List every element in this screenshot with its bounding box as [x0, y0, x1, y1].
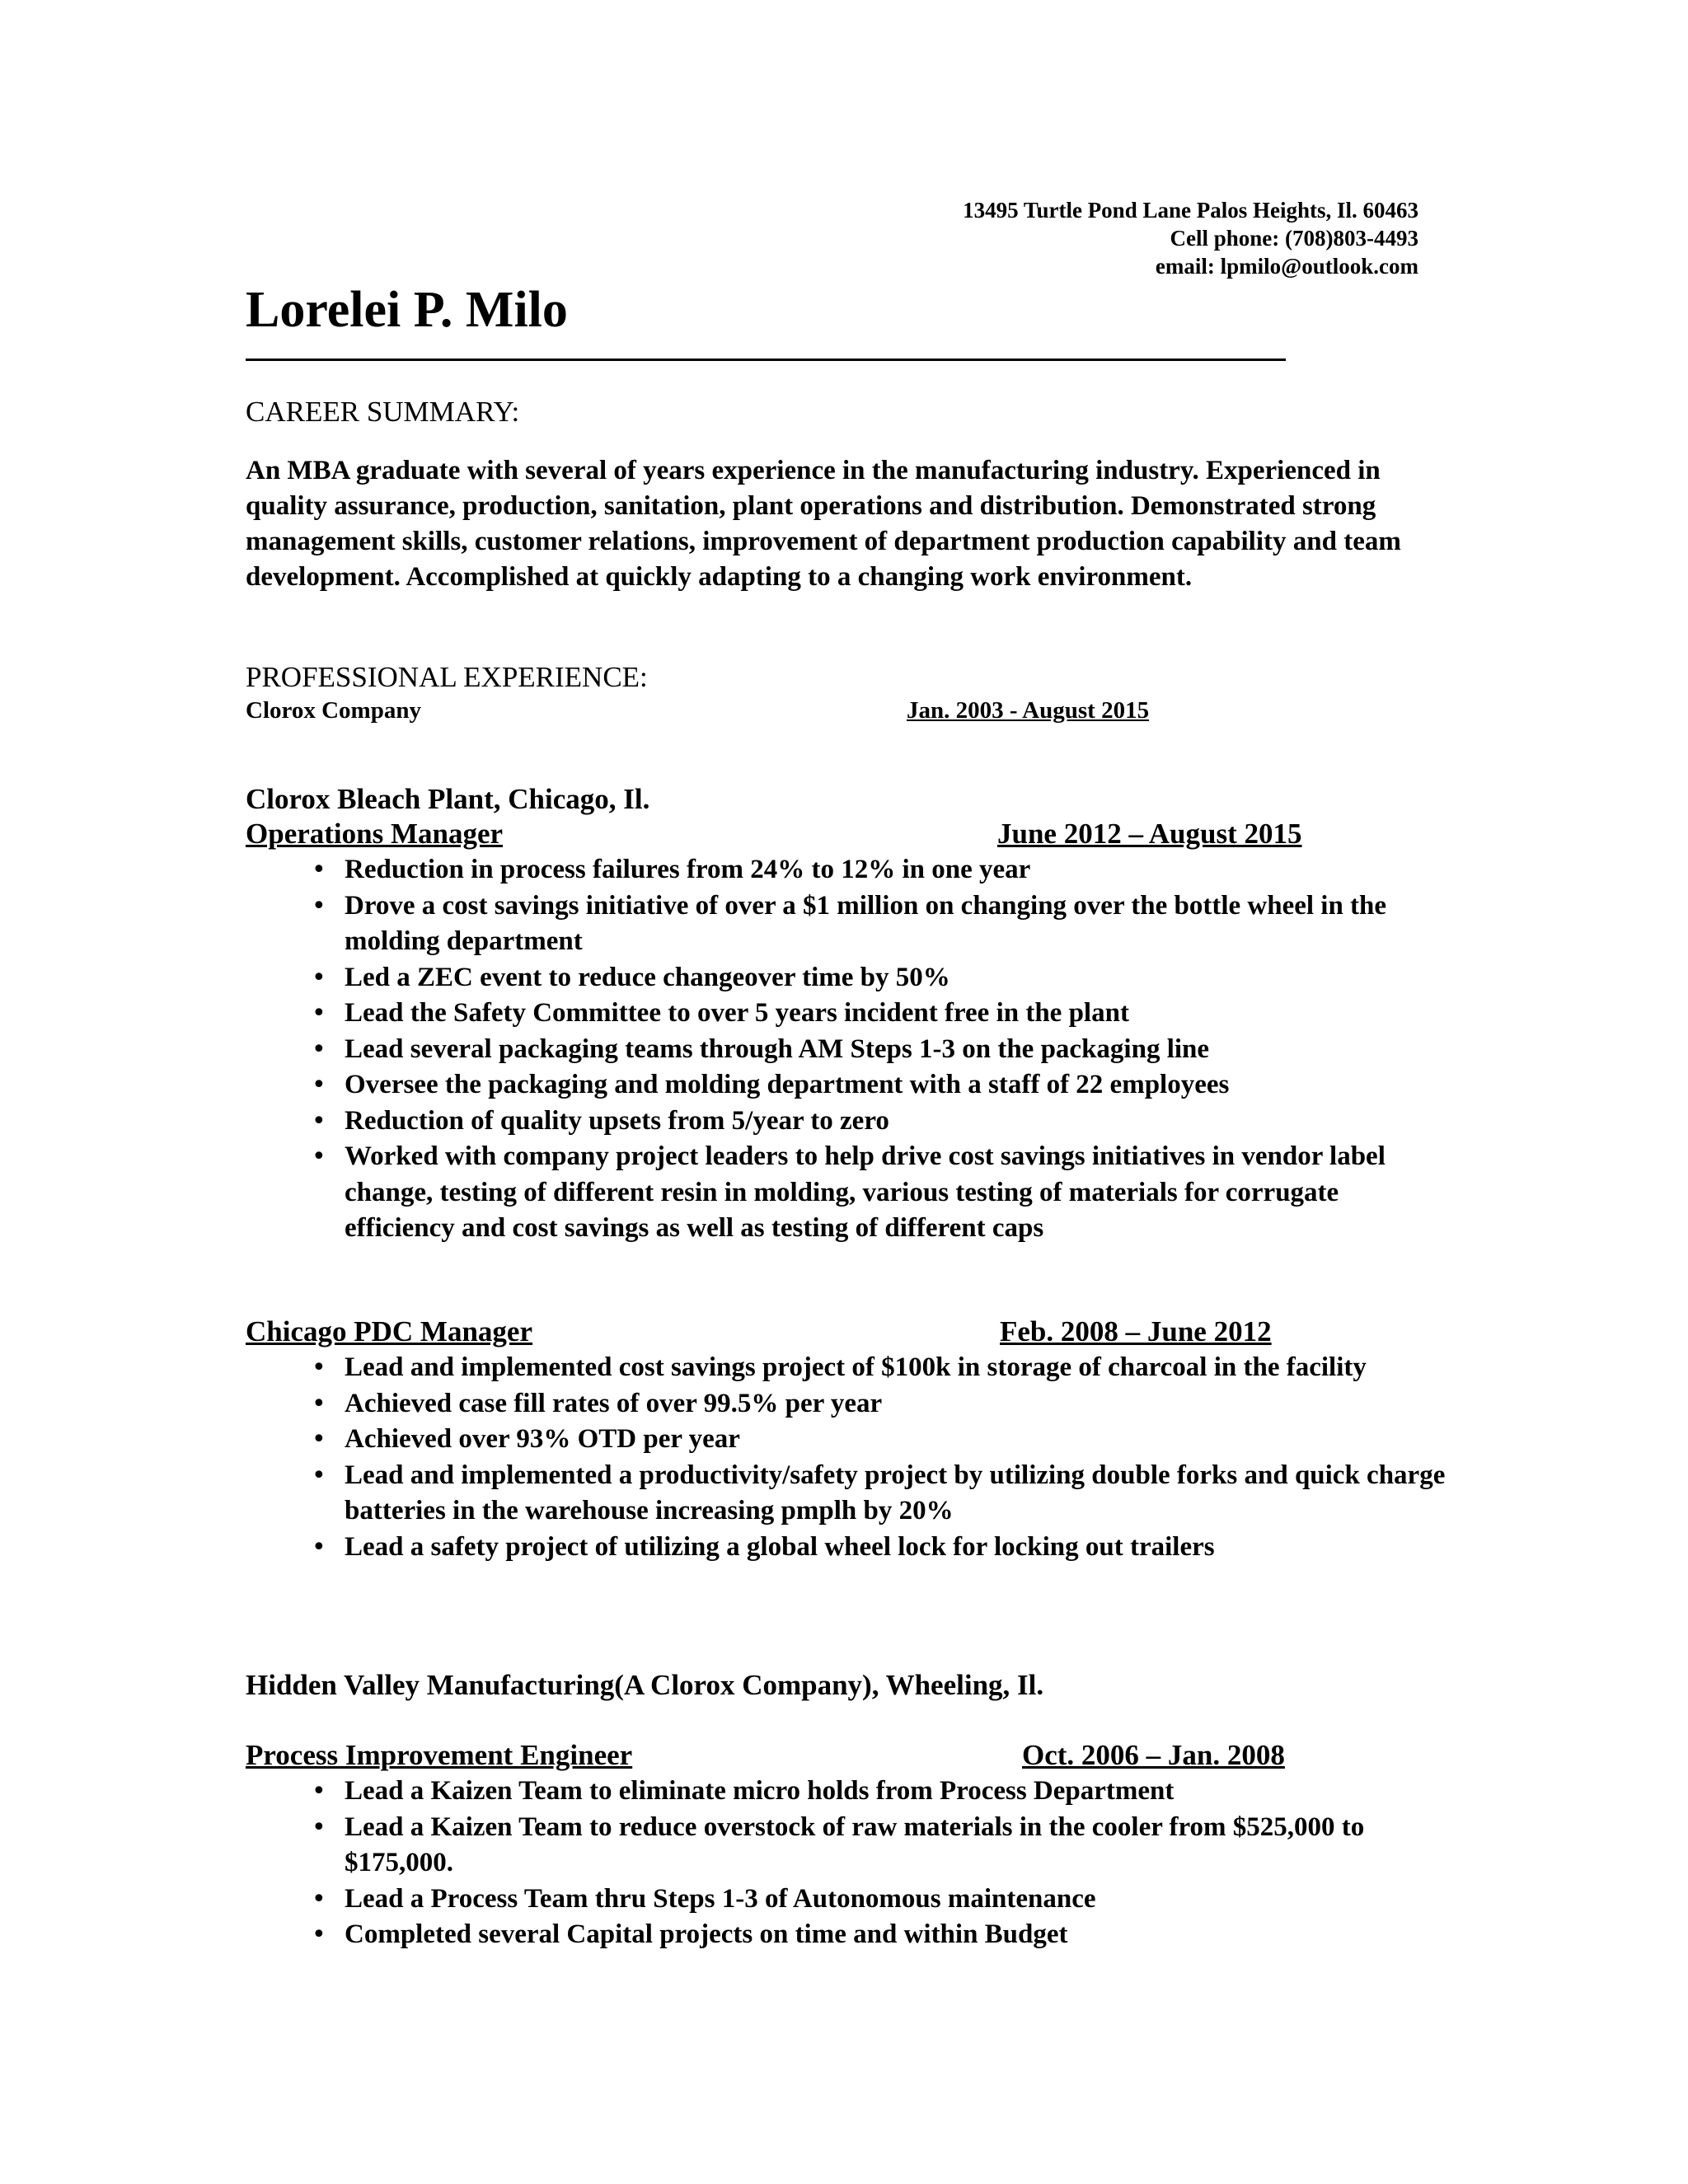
- list-item: • Drove a cost savings initiative of over a $1 million on changing over the bottle wheel in the molding department: [246, 888, 1449, 960]
- role-dates-3: Oct. 2006 – Jan. 2008: [1022, 1739, 1285, 1771]
- plant-location-1: Clorox Bleach Plant, Chicago, Il.: [246, 783, 650, 815]
- list-item: • Oversee the packaging and molding department with a staff of 22 employees: [246, 1067, 1449, 1104]
- list-item: • Achieved case fill rates of over 99.5% per year: [246, 1386, 1449, 1422]
- company-name: Clorox Company: [246, 697, 421, 724]
- role-dates-2: Feb. 2008 – June 2012: [1000, 1315, 1272, 1347]
- list-item: • Worked with company project leaders to help drive cost savings initiatives in vendor label change, testing of different resin in molding, various testing of materials for corrugate efficiency and cost savings as well as testing of different caps: [246, 1139, 1449, 1247]
- role-title-2: Chicago PDC Manager: [246, 1315, 533, 1347]
- list-item: • Lead a Process Team thru Steps 1-3 of Autonomous maintenance: [246, 1882, 1449, 1918]
- list-item: • Lead the Safety Committee to over 5 years incident free in the plant: [246, 996, 1449, 1032]
- address: 13495 Turtle Pond Lane Palos Heights, Il. 60463: [963, 198, 1418, 223]
- candidate-name: Lorelei P. Milo: [246, 282, 568, 338]
- list-item: • Lead a safety project of utilizing a global wheel lock for locking out trailers: [246, 1530, 1449, 1566]
- company-row: [246, 697, 1317, 730]
- contact-block: [677, 196, 1418, 280]
- list-item: • Led a ZEC event to reduce changeover time by 50%: [246, 960, 1449, 996]
- list-item: • Reduction in process failures from 24% to 12% in one year: [246, 852, 1449, 888]
- career-summary-text: An MBA graduate with several of years experience in the manufacturing industry. Experienced in quality assurance, production, sanitation, plant operations and distribution. Demonstrated strong management skills, customer relations, improvement of department production capability and team development. Accomplished at quickly adapting to a changing work environment.: [246, 456, 1401, 592]
- plant-location-2: Hidden Valley Manufacturing(A Clorox Company), Wheeling, Il.: [246, 1669, 1044, 1701]
- role-row-1: [246, 816, 1400, 852]
- role-dates-1: June 2012 – August 2015: [997, 818, 1302, 850]
- career-summary-heading: CAREER SUMMARY:: [246, 396, 520, 428]
- list-item: • Reduction of quality upsets from 5/year to zero: [246, 1104, 1449, 1140]
- role-row-2: [246, 1314, 1400, 1350]
- list-item: • Completed several Capital projects on time and within Budget: [246, 1917, 1449, 1953]
- role-title-1: Operations Manager: [246, 818, 504, 850]
- company-dates: Jan. 2003 - August 2015: [907, 697, 1150, 724]
- email: email: lpmilo@outlook.com: [1155, 254, 1418, 279]
- role-title-3: Process Improvement Engineer: [246, 1739, 633, 1771]
- list-item: • Lead several packaging teams through AM Steps 1-3 on the packaging line: [246, 1032, 1449, 1068]
- role-bullets-3: [246, 1774, 1449, 1953]
- list-item: • Lead a Kaizen Team to eliminate micro holds from Process Department: [246, 1774, 1449, 1810]
- phone: Cell phone: (708)803-4493: [1170, 226, 1418, 251]
- list-item: • Achieved over 93% OTD per year: [246, 1422, 1449, 1458]
- experience-heading: PROFESSIONAL EXPERIENCE:: [246, 661, 648, 693]
- list-item: • Lead a Kaizen Team to reduce overstock of raw materials in the cooler from $525,000 to $175,000.: [246, 1810, 1449, 1882]
- role-row-3: [246, 1737, 1400, 1774]
- header-divider: [246, 359, 1286, 361]
- list-item: • Lead and implemented a productivity/safety project by utilizing double forks and quick charge batteries in the warehouse increasing pmplh by 20%: [246, 1458, 1449, 1530]
- role-bullets-2: [246, 1350, 1449, 1565]
- list-item: • Lead and implemented cost savings project of $100k in storage of charcoal in the facility: [246, 1350, 1449, 1386]
- role-bullets-1: [246, 852, 1449, 1247]
